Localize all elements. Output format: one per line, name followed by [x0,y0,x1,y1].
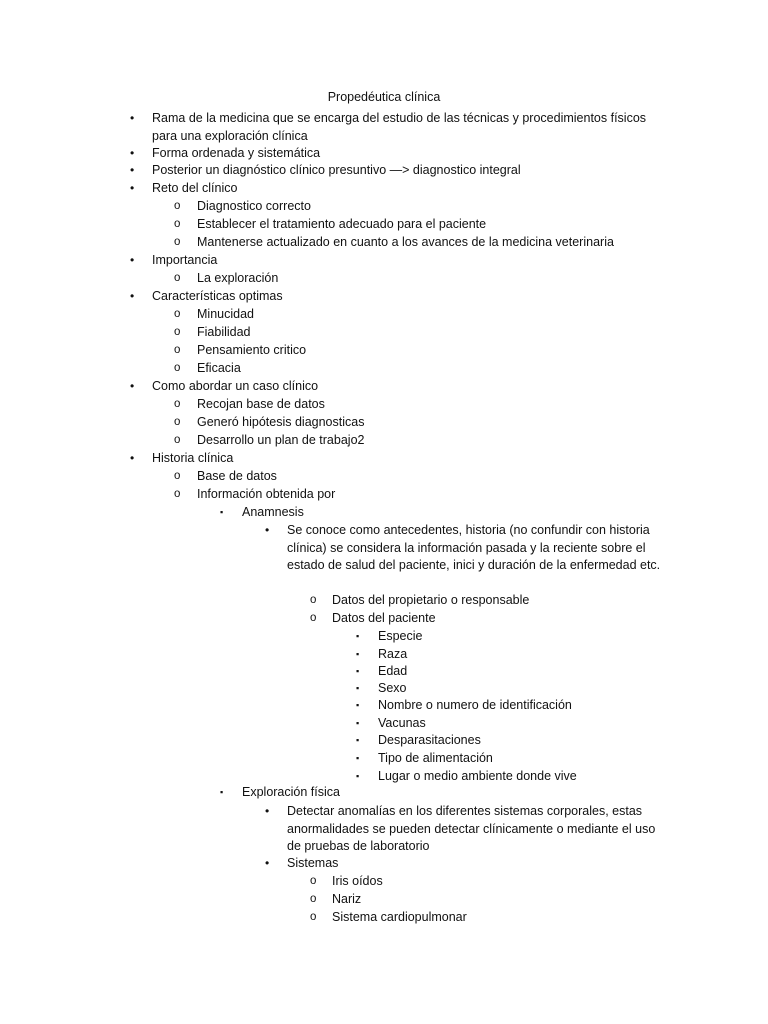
list-item-text: Desarrollo un plan de trabajo2 [197,433,365,447]
bullet-circle-icon: o [174,200,181,212]
bullet-dot-icon: • [265,804,270,818]
list-item-text: Nombre o numero de identificación [378,698,572,712]
list-item-text: Se conoce como antecedentes, historia (no confundir con historia clínica) se considera la información pasada y la reciente sobre el estado de salud del paciente, inici y duración de la enfermedad etc. [287,523,661,573]
list-item-text: Especie [378,629,423,643]
bullet-circle-icon: o [174,470,181,482]
bullet-square-icon: ▪ [220,507,224,517]
list-item-text: Recojan base de datos [197,397,325,411]
list-item-text: Mantenerse actualizado en cuanto a los avances de la medicina veterinaria [197,235,614,249]
bullet-square-icon: ▪ [356,666,360,676]
bullet-circle-icon: o [174,344,181,356]
bullet-circle-icon: o [174,308,181,320]
bullet-dot-icon: • [130,181,135,195]
bullet-square-icon: ▪ [220,787,224,797]
bullet-square-icon: ▪ [356,683,360,693]
list-item-text: Establecer el tratamiento adecuado para el paciente [197,217,487,231]
list-item-text: Raza [378,647,408,661]
bullet-circle-icon: o [310,911,317,923]
bullet-dot-icon: • [265,523,270,537]
list-item-text: Sistemas [287,856,339,870]
bullet-circle-icon: o [174,488,181,500]
bullet-dot-icon: • [130,379,135,393]
list-item-text: Reto del clínico [152,181,238,195]
bullet-square-icon: ▪ [356,735,360,745]
list-item-text: Tipo de alimentación [378,751,493,765]
bullet-circle-icon: o [174,272,181,284]
bullet-square-icon: ▪ [356,718,360,728]
list-item-text: Exploración física [242,785,340,799]
bullet-dot-icon: • [130,111,135,125]
list-item-text: Rama de la medicina que se encarga del estudio de las técnicas y procedimientos físicos para una exploración clínica [152,111,647,143]
list-item-text: Características optimas [152,289,283,303]
bullet-circle-icon: o [174,398,181,410]
list-item-text: Base de datos [197,469,277,483]
list-item-text: Minucidad [197,307,254,321]
list-item-text: Datos del propietario o responsable [332,593,530,607]
list-item-text: Lugar o medio ambiente donde vive [378,769,577,783]
list-item-text: Anamnesis [242,505,304,519]
bullet-dot-icon: • [130,146,135,160]
bullet-circle-icon: o [174,416,181,428]
bullet-circle-icon: o [310,875,317,887]
list-item-text: Fiabilidad [197,325,251,339]
bullet-circle-icon: o [174,362,181,374]
bullet-dot-icon: • [265,856,270,870]
bullet-dot-icon: • [130,289,135,303]
bullet-dot-icon: • [130,451,135,465]
bullet-square-icon: ▪ [356,753,360,763]
bullet-circle-icon: o [174,434,181,446]
list-item-text: Detectar anomalías en los diferentes sistemas corporales, estas anormalidades se pueden detectar clínicamente o mediante el uso de pruebas de laboratorio [287,804,656,854]
list-item-text: La exploración [197,271,279,285]
document-title: Propedéutica clínica [327,90,441,104]
list-item-text: Nariz [332,892,362,906]
list-item-text: Desparasitaciones [378,733,481,747]
list-item-text: Importancia [152,253,218,267]
bullet-circle-icon: o [310,893,317,905]
bullet-circle-icon: o [310,612,317,624]
list-item-text: Sexo [378,681,407,695]
list-item-text: Generó hipótesis diagnosticas [197,415,365,429]
bullet-dot-icon: • [130,163,135,177]
bullet-circle-icon: o [310,594,317,606]
list-item-text: Vacunas [378,716,426,730]
list-item-text: Posterior un diagnóstico clínico presuntivo —> diagnostico integral [152,163,521,177]
bullet-square-icon: ▪ [356,631,360,641]
list-item-text: Sistema cardiopulmonar [332,910,467,924]
bullet-square-icon: ▪ [356,771,360,781]
list-item-text: Historia clínica [152,451,234,465]
list-item-text: Diagnostico correcto [197,199,311,213]
list-item-text: Datos del paciente [332,611,436,625]
list-item-text: Eficacia [197,361,241,375]
bullet-circle-icon: o [174,236,181,248]
bullet-square-icon: ▪ [356,700,360,710]
list-item-text: Iris oídos [332,874,383,888]
list-item-text: Pensamiento critico [197,343,307,357]
bullet-dot-icon: • [130,253,135,267]
bullet-circle-icon: o [174,326,181,338]
list-item-text: Información obtenida por [197,487,336,501]
bullet-square-icon: ▪ [356,649,360,659]
list-item-text: Forma ordenada y sistemática [152,146,321,160]
list-item-text: Edad [378,664,408,678]
list-item-text: Como abordar un caso clínico [152,379,319,393]
bullet-circle-icon: o [174,218,181,230]
